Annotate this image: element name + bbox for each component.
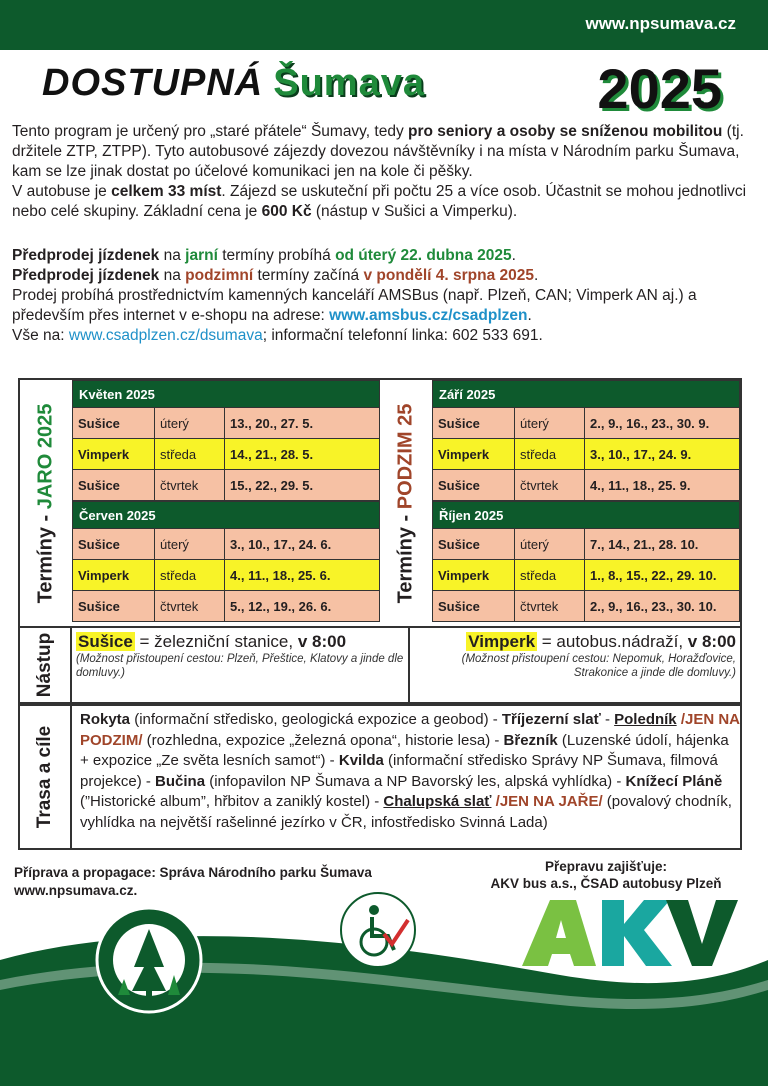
row-day: čtvrtek xyxy=(515,470,585,500)
row-dates: 4., 11., 18., 25. 9. xyxy=(590,477,691,493)
row-day: středa xyxy=(155,439,225,469)
carrier-credit: Přepravu zajišťuje: AKV bus a.s., ČSAD autobusy Plzeň xyxy=(490,859,722,891)
presale-autumn: Předprodej jízdenek na podzimní termíny začíná v pondělí 4. srpna 2025. xyxy=(12,267,539,284)
month-header: Září 2025 xyxy=(432,380,740,408)
spring-label: Termíny - JARO 2025 xyxy=(34,403,57,603)
schedule-row xyxy=(72,529,380,560)
row-day: středa xyxy=(515,439,585,469)
autumn-schedule-table xyxy=(432,380,740,622)
schedule-row xyxy=(72,470,380,501)
intro-text xyxy=(12,122,764,222)
row-day: úterý xyxy=(155,529,225,559)
row-day: úterý xyxy=(515,529,585,559)
header-url[interactable]: www.npsumava.cz xyxy=(585,14,736,33)
row-place: Sušice xyxy=(433,408,515,438)
row-place: Sušice xyxy=(73,529,155,559)
schedule-row xyxy=(72,439,380,470)
row-place: Vimperk xyxy=(73,439,155,469)
csadplzen-link[interactable]: www.csadplzen.cz/dsumava xyxy=(68,327,263,344)
row-day: čtvrtek xyxy=(155,470,225,500)
row-day: čtvrtek xyxy=(515,591,585,621)
spring-schedule-table xyxy=(72,380,380,622)
row-dates: 14., 21., 28. 5. xyxy=(230,446,314,462)
row-place: Vimperk xyxy=(73,560,155,590)
row-dates: 7., 14., 21., 28. 10. xyxy=(590,536,699,552)
schedule-row xyxy=(72,408,380,439)
header-bar xyxy=(0,0,768,50)
boarding-vimperk: Vimperk = autobus.nádraží, v 8:00 (Možnost přistoupení cestou: Nepomuk, Horažďovice, Strakonice a jinde dle domluvy.) xyxy=(461,632,736,679)
title-brand: Šumava xyxy=(273,62,425,104)
amsbus-link[interactable]: www.amsbus.cz/csadplzen xyxy=(329,307,528,324)
schedule-row xyxy=(432,408,740,439)
title-year: 2025 xyxy=(597,57,722,120)
row-place: Sušice xyxy=(73,408,155,438)
title-main: DOSTUPNÁ xyxy=(42,62,264,104)
boarding-susice: Sušice = železniční stanice, v 8:00 (Možnost přistoupení cestou: Plzeň, Přeštice, Klatovy a jinde dle domluvy.) xyxy=(72,628,410,702)
intro-paragraph-1: Tento program je určený pro „staré přátele“ Šumavy, tedy pro seniory a osoby se sníženou mobilitou (tj. držitele ZTP, ZTPP). Tyto autobusové zájezdy dovezou návštěvníky i na místa v Národním parku Šumava, kam se lze jinak dostat po účelové komunikaci jen na kole či pěšky. xyxy=(12,123,744,180)
row-dates: 3., 10., 17., 24. 9. xyxy=(590,446,692,462)
month-header: Květen 2025 xyxy=(72,380,380,408)
row-dates: 13., 20., 27. 5. xyxy=(230,415,314,431)
np-sumava-seal-icon xyxy=(94,905,204,1015)
row-dates: 2., 9., 16., 23., 30. 9. xyxy=(590,415,710,431)
schedule-row xyxy=(432,529,740,560)
row-place: Sušice xyxy=(433,529,515,559)
month-header: Červen 2025 xyxy=(72,501,380,529)
preparation-credit: Příprava a propagace: Správa Národního parku Šumava www.npsumava.cz. xyxy=(14,865,372,898)
route-box xyxy=(18,704,742,850)
row-day: úterý xyxy=(155,408,225,438)
row-dates: 4., 11., 18., 25. 6. xyxy=(230,567,331,583)
schedule-row xyxy=(432,591,740,622)
schedule-row xyxy=(432,439,740,470)
row-day: úterý xyxy=(515,408,585,438)
row-place: Sušice xyxy=(73,591,155,621)
schedule-row xyxy=(432,560,740,591)
presale-info xyxy=(12,246,764,346)
autumn-label: Termíny - PODZIM 25 xyxy=(394,403,417,603)
row-dates: 2., 9., 16., 23., 30. 10. xyxy=(590,598,717,614)
akv-logo-icon xyxy=(516,896,738,968)
row-day: středa xyxy=(515,560,585,590)
row-dates: 3., 10., 17., 24. 6. xyxy=(230,536,332,552)
row-day: středa xyxy=(155,560,225,590)
row-dates: 5., 12., 19., 26. 6. xyxy=(230,598,332,614)
route-label: Trasa a cíle xyxy=(20,706,72,848)
schedule-row xyxy=(72,591,380,622)
boarding-label: Nástup xyxy=(20,628,72,702)
schedule-row xyxy=(432,470,740,501)
schedule-row xyxy=(72,560,380,591)
boarding-box xyxy=(18,628,742,704)
row-dates: 1., 8., 15., 22., 29. 10. xyxy=(590,567,717,583)
accessibility-logo-icon xyxy=(338,890,418,970)
row-place: Sušice xyxy=(73,470,155,500)
presale-contact: Vše na: www.csadplzen.cz/dsumava; informační telefonní linka: 602 533 691. xyxy=(12,327,543,344)
row-dates: 15., 22., 29. 5. xyxy=(230,477,314,493)
page-title xyxy=(42,62,425,105)
row-place: Vimperk xyxy=(433,560,515,590)
row-day: čtvrtek xyxy=(155,591,225,621)
row-place: Vimperk xyxy=(433,439,515,469)
row-place: Sušice xyxy=(433,591,515,621)
intro-paragraph-2: V autobuse je celkem 33 míst. Zájezd se uskuteční při počtu 25 a více osob. Účastnit se mohou jednotlivci nebo celé skupiny. Základní cena je 600 Kč (nástup v Sušici a Vimperku). xyxy=(12,183,747,220)
month-header: Říjen 2025 xyxy=(432,501,740,529)
presale-channels: Prodej probíhá prostřednictvím kamenných kanceláří AMSBus (např. Plzeň, CAN; Vimperk AN aj.) a především přes internet v e-shopu na adrese: www.amsbus.cz/csadplzen. xyxy=(12,287,697,324)
credit-url[interactable]: www.npsumava.cz. xyxy=(14,883,138,898)
presale-spring: Předprodej jízdenek na jarní termíny probíhá od úterý 22. dubna 2025. xyxy=(12,247,516,264)
schedule-box xyxy=(18,378,742,628)
row-place: Sušice xyxy=(433,470,515,500)
route-text: Rokyta (informační středisko, geologická expozice a geobod) - Tříjezerní slať - Poledník /JEN NA PODZIM/ (rozhledna, expozice „železná opona“, historie lesa) - Březník (Luzenské údolí, hájenka + expozice „Ze světa lesních samot“) - Kvilda (informační středisko Správy NP Šumava, filmová projekce) - Bučina (infopavilon NP Šumava a NP Bavorský les, alpská vyhlídka) - Knížecí Pláně (”Historické album”, hřbitov a zaniklý kostel) - Chalupská slať /JEN NA JAŘE/ (povalový chodník, vyhlídka na největší rašelinné jezírko v ČR, infostředisko Svinná Lada) xyxy=(80,711,740,831)
